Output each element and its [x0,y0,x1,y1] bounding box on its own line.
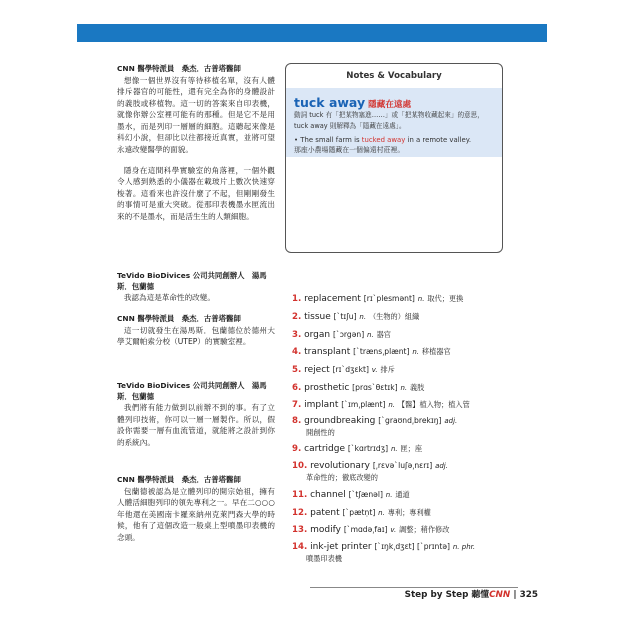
vocab-number: 3. [292,330,302,340]
vocab-item [292,489,507,501]
phrase-english: tuck away [294,95,366,110]
vocab-pos: n. [400,384,408,392]
phrase-example [294,135,496,155]
transcript-block-1 [117,64,275,223]
notes-title: Notes & Vocabulary [346,71,442,81]
vocab-word: modify [310,525,341,535]
vocab-word: implant [304,400,339,410]
vocab-meaning: 器官 [376,330,391,339]
vocab-pos: v. [371,366,378,374]
vocab-meaning: 【醫】植入物；植入管 [397,400,470,409]
speaker-label: CNN 醫學特派員 桑杰．古普塔醫師 [117,314,241,323]
vocab-ipa: [ˋɔrgən] [332,330,365,339]
vocab-meaning: 移植器官 [421,347,451,356]
transcript-paragraph: 包蘭德被認為是立體列印的開宗始祖，擁有人體活細胞列印的領先專利之一。早在二○○○年他還在美國南卡羅來納州克萊門森大學的時候，他有了這個改造一般桌上型噴墨印表機的念頭。 [117,486,275,542]
page-number: 325 [519,590,538,600]
vocab-word: reject [304,365,330,375]
vocab-pos: n. [388,401,396,409]
vocab-number: 11. [292,490,308,500]
transcript-block-3 [117,314,275,348]
vocab-word: prosthetic [304,383,350,393]
vocab-number: 9. [292,444,302,454]
vocab-item [292,460,507,483]
vocab-ipa: [ˋɪm͵plænt] [341,400,386,409]
transcript-paragraph: 隱身在這間科學實驗室的角落裡，一個外觀令人感到熟悉的小儀器在載玻片上數次快速穿梭著。這看來也許沒什麼了不起，但剛剛發生的事情可是重大突破。從那印表機墨水匣流出來的不是墨水，而是活生生的人類細胞。 [117,165,275,222]
vocab-ipa: [ˋkɑrtrɪdʒ] [347,444,389,453]
vocab-pos: adj. [444,417,458,425]
vocab-pos: n. [378,509,385,517]
vocab-item [292,524,507,536]
vocab-number: 8. [292,416,302,426]
transcript-paragraph: 我認為這是革命性的改變。 [123,293,215,302]
vocab-pos: n. [359,313,367,321]
vocab-word: channel [310,490,346,500]
vocab-pos: n. [367,331,374,339]
vocab-meaning: 匣；座 [400,444,423,453]
vocab-item [292,329,507,341]
vocab-meaning: 通道 [395,490,410,499]
transcript-block-5 [117,475,275,543]
notes-vocabulary-box [285,63,503,253]
vocab-pos: n. [417,295,425,303]
vocab-pos: adj. [435,462,448,470]
vocab-meaning: 開創性的 [306,428,335,437]
vocab-word: patent [310,508,340,518]
vocab-item [292,311,507,323]
vocab-ipa: [rɪˋdʒɛkt] [332,365,369,374]
phrase-panel [286,88,502,157]
vocab-ipa: [ˋɪŋk͵dʒɛt] [ˋprɪntə] [374,542,450,551]
vocab-item [292,443,507,455]
example-post: in a remote valley. [405,136,472,144]
transcript-paragraph: 這一切就發生在湯馬斯．包蘭德位於德州大學艾爾帕索分校（UTEP）的實驗室裡。 [117,325,275,347]
vocab-word: transplant [304,347,351,357]
speaker-label: CNN 醫學特派員 桑杰．古普塔醫師 [117,64,241,73]
vocab-number: 2. [292,312,302,322]
vocab-word: tissue [304,312,331,322]
vocab-ipa: [prɑsˋθɛtɪk] [352,383,398,392]
vocab-ipa: [ˋtræns͵plænt] [353,347,410,356]
vocab-meaning: 排斥 [380,365,395,374]
vocab-item [292,415,507,438]
vocab-ipa: [ˋtʃænəl] [348,490,383,499]
vocab-ipa: [ˋmɑdə͵faɪ] [343,525,388,534]
phrase-chinese: 隱藏在遠處 [368,100,412,110]
cnn-logo: CNN [489,590,511,600]
vocab-meaning: 調整；稍作修改 [399,525,450,534]
example-pre: • The small farm is [294,136,362,144]
vocab-word: revolutionary [310,461,370,471]
vocab-meaning: 革命性的；徹底改變的 [306,473,378,482]
vocab-ipa: [ˋgraʊnd͵brekɪŋ] [378,416,442,425]
vocab-meaning: 義肢 [409,383,425,392]
transcript-block-4 [117,381,275,448]
vocab-number: 14. [292,542,308,552]
vocab-number: 4. [292,347,302,357]
vocab-item [292,507,507,519]
vocab-meaning: 專利；專利權 [387,508,431,517]
phrase-definition: 動詞 tuck 有「把某物塞進……」或「把某物收藏起來」的意思，tuck away 則解釋為「隱藏在遠處」。 [294,111,484,130]
vocab-word: organ [304,330,331,340]
header-bar [77,24,547,42]
vocab-item [292,541,507,564]
vocab-item [292,364,507,376]
vocab-word: groundbreaking [304,416,376,426]
speaker-label: CNN 醫學特派員 桑杰．古普塔醫師 [117,475,241,484]
vocab-ipa: [͵rɛvəˋluʃə͵nɛrɪ] [372,461,433,470]
vocab-item [292,399,507,411]
vocab-number: 1. [292,294,302,304]
footer-title: Step by Step 聽懂 [404,590,490,600]
transcript-block-2 [117,271,275,304]
footer-separator: | [513,590,517,600]
example-translation: 那座小農場隱藏在一個偏遠村莊裡。 [294,146,405,154]
vocab-item [292,346,507,358]
vocab-word: replacement [304,294,361,304]
vocab-ipa: [ˋtɪʃu] [333,312,357,321]
vocab-number: 12. [292,508,308,518]
speaker-label: TeVido BioDivices 公司共同創辦人 湯馬斯．包蘭德 [117,381,267,401]
vocab-pos: n. [385,491,393,499]
vocab-ipa: [rɪˋplesmənt] [363,294,415,303]
vocab-word: ink-jet printer [310,542,372,552]
vocab-pos: v. [390,526,397,534]
example-highlight: tucked away [361,136,406,144]
vocab-meaning: 取代；更換 [427,294,464,303]
vocab-word: cartridge [304,444,345,454]
vocab-number: 10. [292,461,308,471]
vocab-pos: n. phr. [452,543,476,551]
speaker-label: TeVido BioDivices 公司共同創辦人 湯馬斯．包蘭德 [117,271,267,291]
vocab-item [292,293,507,305]
vocab-item [292,382,507,394]
vocab-number: 13. [292,525,308,535]
transcript-paragraph: 我們將有能力做到以前辦不到的事。有了立體列印技術，你可以一層一層製作。所以，假設你需要一層有血流管道，就能將之設計到你的系統內。 [117,403,275,447]
transcript-paragraph: 想像一個世界沒有等待移植名單，沒有人體排斥器官的可能性，還有完全為你的身體設計的義肢或移植物。這一切的答案來自印表機，就像你辦公室裡可能有的那種。但是它不是用墨水，而是列印一層層的細胞。這聽起來像是科幻小說，但卻比以往都接近真實，並將可望永遠改變醫學的面貌。 [117,75,275,155]
vocab-number: 5. [292,365,302,375]
vocab-pos: n. [390,445,398,453]
vocab-number: 6. [292,383,302,393]
phrase-heading [294,92,411,111]
vocab-pos: n. [412,348,419,356]
vocab-ipa: [ˋpætṇt] [342,508,376,517]
vocab-number: 7. [292,400,302,410]
vocab-meaning: 噴墨印表機 [306,554,342,563]
vocab-meaning: （生物的）組織 [368,312,420,321]
page-footer [405,587,538,600]
